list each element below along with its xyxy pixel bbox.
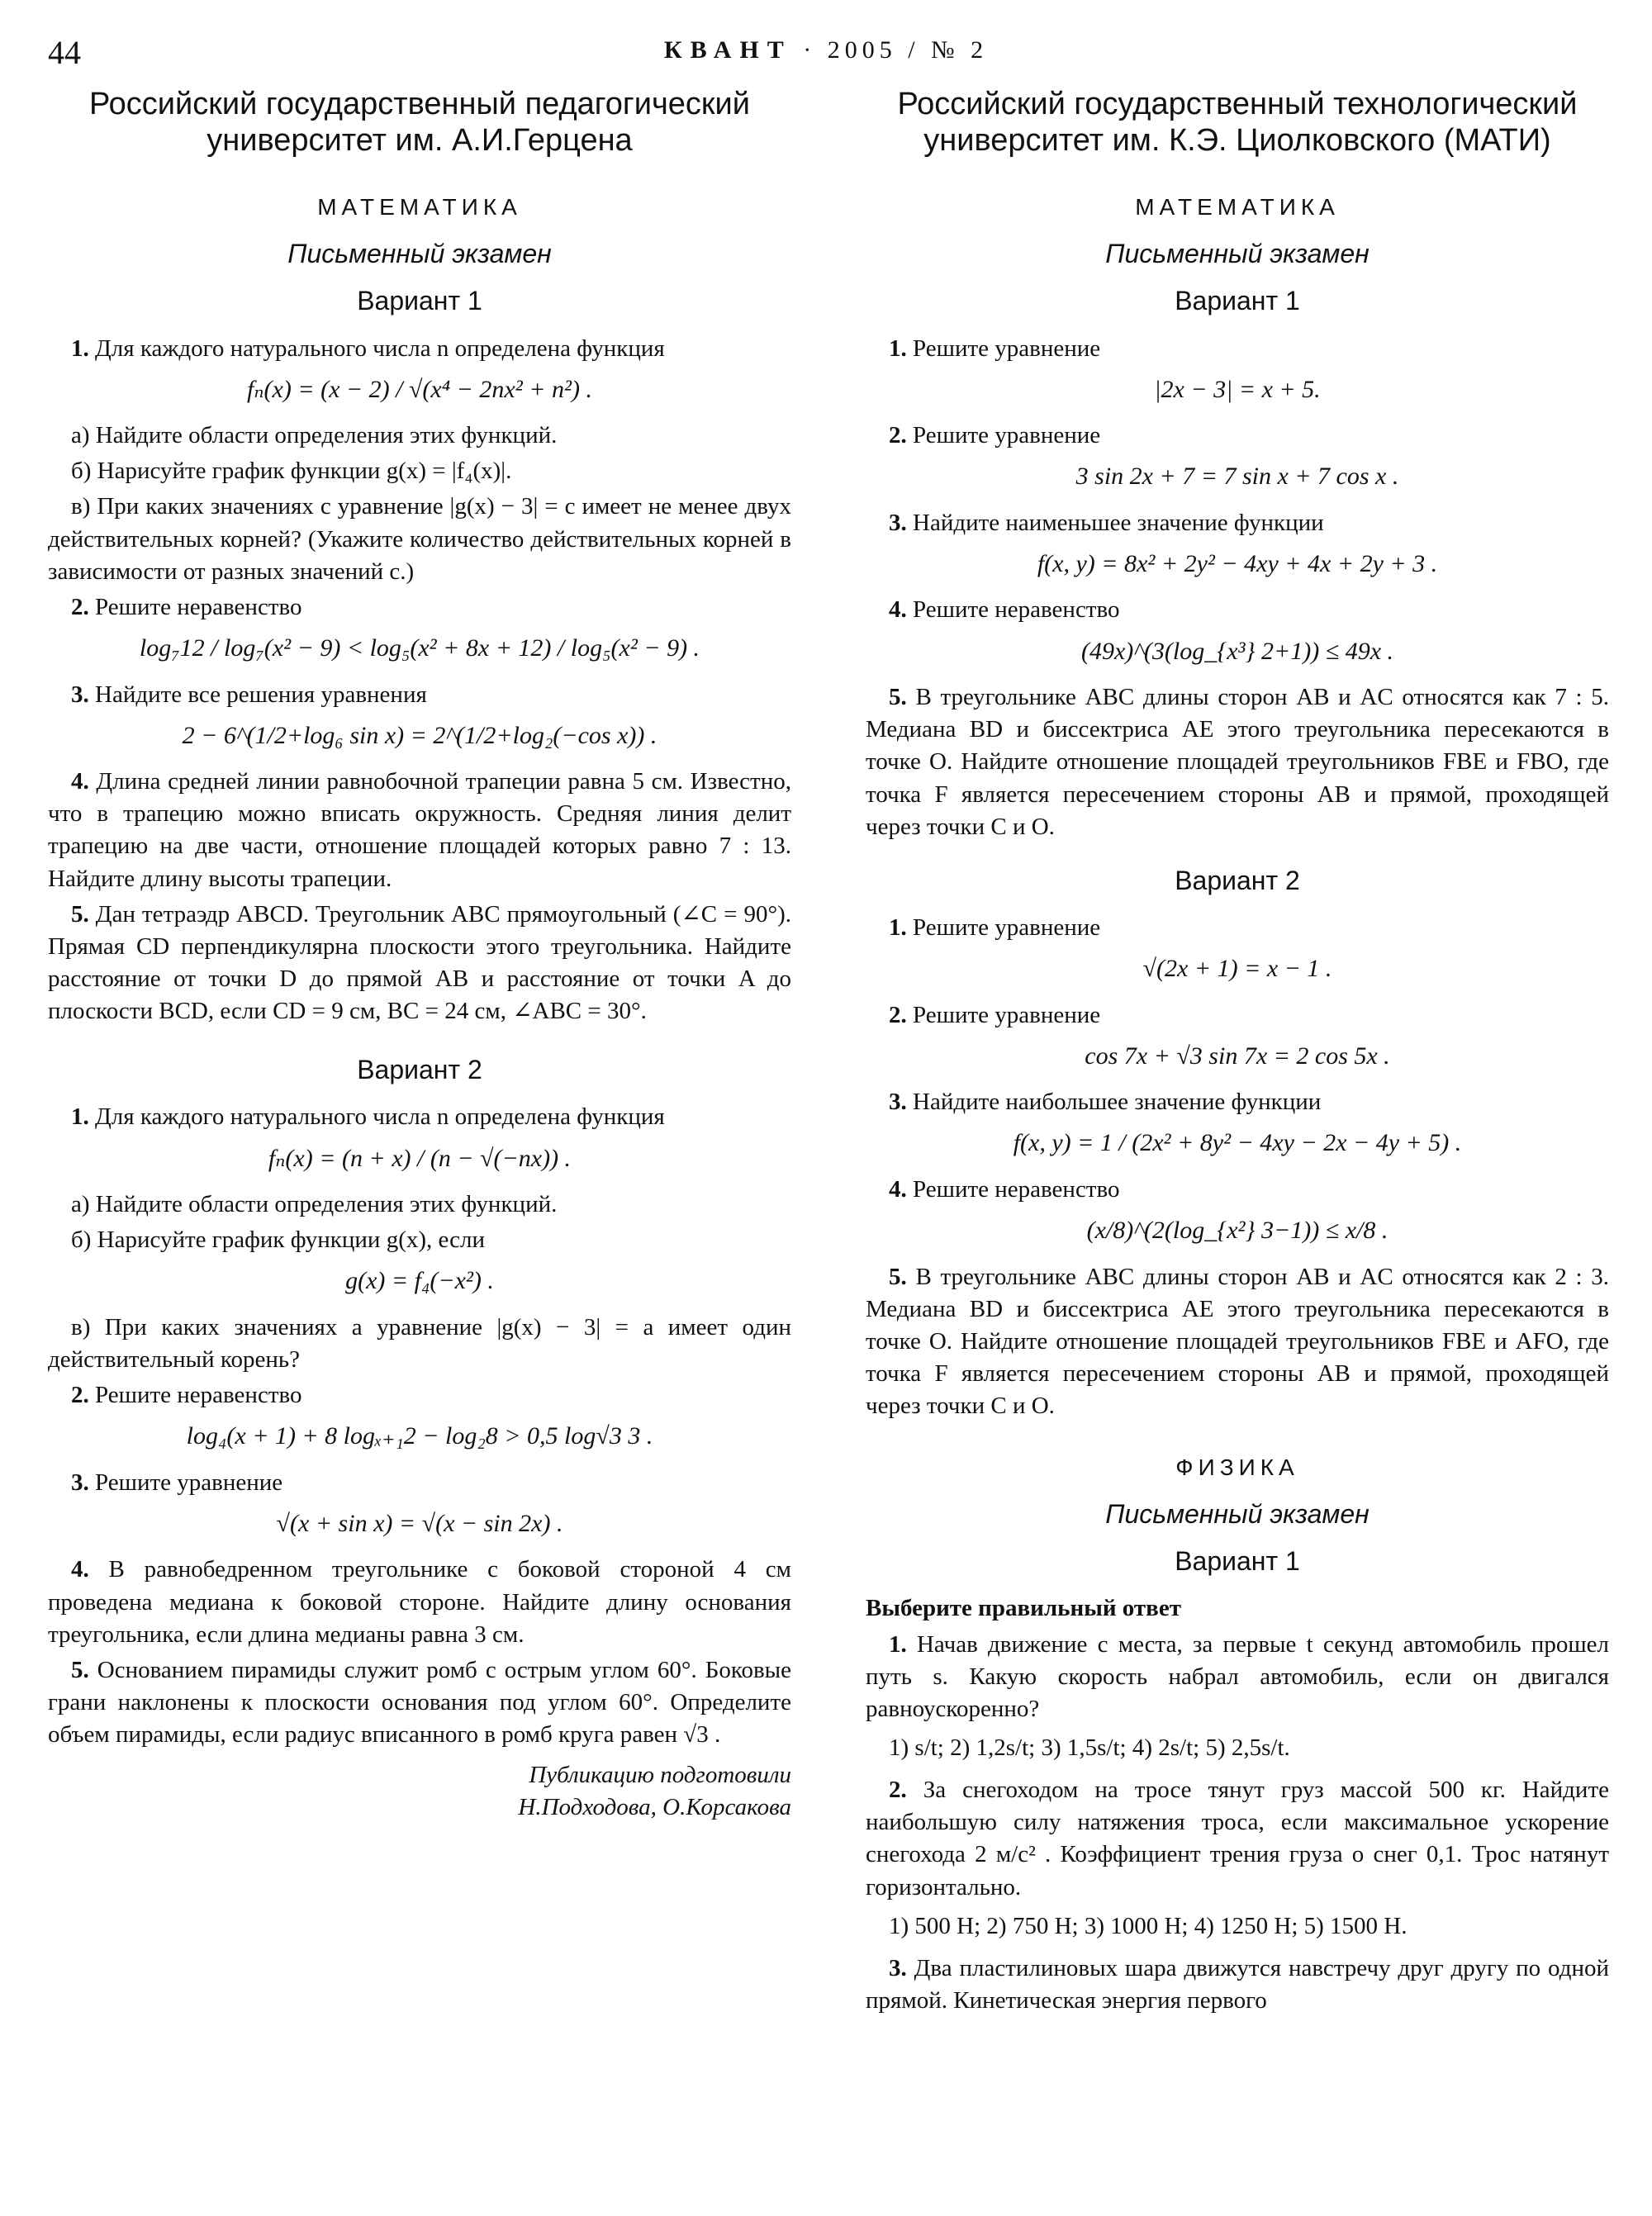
subitem: в) При каких значениях a уравнение |g(x) − 3| = a имеет один действительный корень? bbox=[48, 1313, 791, 1374]
problem bbox=[866, 1629, 1609, 1725]
problem-number: 3. bbox=[889, 509, 907, 536]
problem-number: 1. bbox=[889, 1630, 907, 1658]
formula: √(2x + 1) = x − 1 . bbox=[1142, 955, 1332, 983]
exam-heading: Письменный экзамен bbox=[1105, 1499, 1370, 1530]
problem bbox=[866, 594, 1609, 626]
formula: f(x, y) = 1 / (2x² + 8y² − 4xy − 2x − 4y + 5) . bbox=[1013, 1129, 1462, 1157]
subitem: б) Нарисуйте график функции g(x), если bbox=[71, 1227, 485, 1254]
problem bbox=[48, 333, 791, 365]
variant-title: Вариант 1 bbox=[1175, 1546, 1300, 1577]
problem bbox=[48, 1654, 791, 1751]
problem-number: 2. bbox=[71, 593, 89, 620]
formula: (x/8)^(2(log_{x²} 3−1)) ≤ x/8 . bbox=[1086, 1217, 1389, 1245]
problem-number: 5. bbox=[889, 1263, 907, 1290]
problem bbox=[866, 1174, 1609, 1206]
problem-number: 3. bbox=[71, 1469, 89, 1496]
problem bbox=[48, 1101, 791, 1133]
formula: g(x) = f₄(−x²) . bbox=[345, 1267, 494, 1295]
problem-number: 2. bbox=[889, 422, 907, 449]
problem bbox=[48, 1467, 791, 1499]
problem-text: Решите неравенство bbox=[913, 1175, 1120, 1203]
problem-text: Решите неравенство bbox=[913, 596, 1120, 624]
exam-heading: Письменный экзамен bbox=[287, 239, 552, 269]
problem-number: 4. bbox=[889, 596, 907, 624]
problem-text: Найдите все решения уравнения bbox=[95, 681, 427, 708]
problem-text: В треугольнике ABC длины сторон AB и AC относятся как 7 : 5. Медиана BD и биссектриса AE этого треугольника пересекаются в точке O. Найдите отношение площадей треугольников FBE и FBO, где точка F является пересечением стороны AB и прямой, проходящей через точки C и O. bbox=[866, 684, 1609, 840]
subject-heading: МАТЕМАТИКА bbox=[317, 194, 522, 221]
problem-text: Найдите наименьшее значение функции bbox=[913, 509, 1324, 536]
problem-text: Дан тетраэдр ABCD. Треугольник ABC прямоугольный (∠C = 90°). Прямая CD перпендикулярна плоскости этого треугольника. Найдите расстояние от точки D до прямой AB и расстояние от точки A до плоскости BCD, если CD = 9 см, BC = 24 см, ∠ABC = 30°. bbox=[48, 900, 792, 1025]
problem-text: В треугольнике ABC длины сторон AB и AC относятся как 2 : 3. Медиана BD и биссектриса AE этого треугольника пересекаются в точке O. Найдите отношение площадей треугольников FBE и AFO, где точка F является пересечением стороны AB и прямой, проходящей через точки C и O. bbox=[866, 1263, 1609, 1420]
problem bbox=[866, 1953, 1609, 2017]
problem bbox=[866, 999, 1609, 1032]
problem-number: 2. bbox=[889, 1777, 907, 1804]
formula: (49x)^(3(log_{x³} 2+1)) ≤ 49x . bbox=[1080, 637, 1394, 665]
answer-options: 1) 500 Н; 2) 750 Н; 3) 1000 Н; 4) 1250 Н; 5) 1500 Н. bbox=[889, 1912, 1408, 1939]
problem-text: Длина средней линии равнобочной трапеции равна 5 см. Известно, что в трапецию можно вписать окружность. Средняя линия делит трапецию на две части, отношение площадей которых равно 7 : 13. Найдите длину высоты трапеции. bbox=[48, 768, 791, 892]
problem-number: 2. bbox=[889, 1001, 907, 1028]
problem-text: Основанием пирамиды служит ромб с острым углом 60°. Боковые грани наклонены к плоскости основания под углом 60°. Определите объем пирамиды, если радиус вписанного в ромб круга равен √3 . bbox=[48, 1656, 792, 1749]
problem bbox=[48, 591, 791, 624]
problem-number: 4. bbox=[71, 768, 89, 795]
problem-text: Решите неравенство bbox=[95, 1382, 302, 1409]
subject-heading: МАТЕМАТИКА bbox=[1135, 194, 1340, 221]
problem-text: Решите уравнение bbox=[913, 422, 1101, 449]
problem bbox=[866, 1086, 1609, 1118]
university-title: Российский государственный педагогический университет им. А.И.Герцена bbox=[88, 87, 751, 158]
exam-heading: Письменный экзамен bbox=[1105, 239, 1370, 269]
formula: log₇12 / log₇(x² − 9) < log₅(x² + 8x + 12) / log₅(x² − 9) . bbox=[139, 634, 700, 662]
credits-authors: Н.Подходова, О.Корсакова bbox=[518, 1794, 791, 1821]
journal-title: КВАНТ bbox=[663, 36, 792, 64]
problem bbox=[48, 766, 791, 895]
formula: 2 − 6^(1/2+log₆ sin x) = 2^(1/2+log₂(−cos x)) . bbox=[182, 721, 657, 749]
right-column bbox=[866, 87, 1609, 2020]
problem-number: 2. bbox=[71, 1382, 89, 1409]
problem bbox=[866, 1774, 1609, 1904]
instruction-heading: Выберите правильный ответ bbox=[866, 1595, 1181, 1622]
problem-text: Решите уравнение bbox=[913, 335, 1101, 362]
subitem: а) Найдите области определения этих функций. bbox=[71, 422, 558, 449]
problem-text: Начав движение с места, за первые t секунд автомобиль прошел путь s. Какую скорость набрал автомобиль, если он двигался равноускоренно? bbox=[866, 1630, 1609, 1722]
problem-text: Решите уравнение bbox=[913, 1001, 1101, 1028]
problem-text: Решите неравенство bbox=[95, 593, 302, 620]
problem-text: Два пластилиновых шара движутся навстречу друг другу по одной прямой. Кинетическая энергия первого bbox=[866, 1954, 1609, 2014]
problem bbox=[866, 507, 1609, 539]
problem bbox=[866, 681, 1609, 843]
university-title: Российский государственный технологический университет им. К.Э. Циолковского (МАТИ) bbox=[897, 87, 1578, 158]
problem-number: 1. bbox=[889, 335, 907, 362]
problem-text: За снегоходом на тросе тянут груз массой 500 кг. Найдите наибольшую силу натяжения троса, если максимальное ускорение снегохода 2 м/с² . Коэффициент трения груза о снег 0,1. Трос натянут горизонтально. bbox=[866, 1777, 1609, 1900]
problem-number: 4. bbox=[71, 1556, 89, 1583]
formula: fₙ(x) = (n + x) / (n − √(−nx)) . bbox=[268, 1144, 572, 1172]
problem-text: В равнобедренном треугольнике с боковой стороной 4 см проведена медиана к боковой стороне. Найдите длину основания треугольника, если длина медианы равна 3 см. bbox=[48, 1556, 791, 1648]
formula: |2x − 3| = x + 5. bbox=[1154, 375, 1321, 403]
problem-number: 1. bbox=[71, 335, 89, 362]
problem bbox=[866, 912, 1609, 944]
problem-text: Для каждого натурального числа n определена функция bbox=[95, 335, 665, 362]
left-column bbox=[48, 87, 791, 1825]
problem bbox=[48, 1554, 791, 1650]
variant-title: Вариант 1 bbox=[1175, 286, 1300, 316]
subitem: в) При каких значениях c уравнение |g(x) − 3| = c имеет не менее двух действительных корней? (Укажите количество действительных корней в зависимости от разных значений c.) bbox=[48, 493, 791, 585]
formula: f(x, y) = 8x² + 2y² − 4xy + 4x + 2y + 3 . bbox=[1037, 549, 1438, 577]
problem bbox=[48, 899, 791, 1028]
subitem: б) Нарисуйте график функции g(x) = |f₄(x)|. bbox=[71, 458, 512, 485]
formula: log₄(x + 1) + 8 logₓ₊₁2 − log₂8 > 0,5 log√3 3 . bbox=[186, 1422, 653, 1450]
page-number: 44 bbox=[48, 34, 81, 71]
formula: √(x + sin x) = √(x − sin 2x) . bbox=[276, 1509, 563, 1537]
problem-text: Найдите наибольшее значение функции bbox=[913, 1089, 1322, 1116]
formula: cos 7x + √3 sin 7x = 2 cos 5x . bbox=[1085, 1042, 1390, 1070]
problem bbox=[866, 333, 1609, 365]
problem-number: 3. bbox=[889, 1089, 907, 1116]
variant-title: Вариант 1 bbox=[357, 286, 482, 316]
variant-title: Вариант 2 bbox=[1175, 865, 1300, 895]
problem-number: 1. bbox=[71, 1103, 89, 1131]
problem bbox=[48, 1379, 791, 1412]
answer-options: 1) s/t; 2) 1,2s/t; 3) 1,5s/t; 4) 2s/t; 5) 2,5s/t. bbox=[889, 1734, 1290, 1761]
problem-number: 1. bbox=[889, 914, 907, 941]
formula: 3 sin 2x + 7 = 7 sin x + 7 cos x . bbox=[1075, 463, 1399, 491]
credits bbox=[48, 1759, 791, 1824]
problem-number: 5. bbox=[889, 684, 907, 711]
problem-number: 4. bbox=[889, 1175, 907, 1203]
problem bbox=[866, 1261, 1609, 1423]
problem-text: Решите уравнение bbox=[913, 914, 1101, 941]
problem-text: Решите уравнение bbox=[95, 1469, 283, 1496]
credits-line: Публикацию подготовили bbox=[529, 1762, 791, 1789]
problem bbox=[866, 420, 1609, 452]
problem-number: 3. bbox=[71, 681, 89, 708]
subject-heading: ФИЗИКА bbox=[1175, 1454, 1299, 1481]
formula: fₙ(x) = (x − 2) / √(x⁴ − 2nx² + n²) . bbox=[247, 375, 592, 403]
problem-number: 3. bbox=[889, 1954, 907, 1981]
journal-issue: · 2005 / № 2 bbox=[803, 36, 989, 64]
variant-title: Вариант 2 bbox=[357, 1055, 482, 1085]
subitem: а) Найдите области определения этих функций. bbox=[71, 1191, 558, 1218]
problem-text: Для каждого натурального числа n определена функция bbox=[95, 1103, 665, 1131]
problem-number: 5. bbox=[71, 900, 89, 928]
problem-number: 5. bbox=[71, 1656, 89, 1683]
running-header bbox=[0, 36, 1652, 64]
problem bbox=[48, 679, 791, 711]
